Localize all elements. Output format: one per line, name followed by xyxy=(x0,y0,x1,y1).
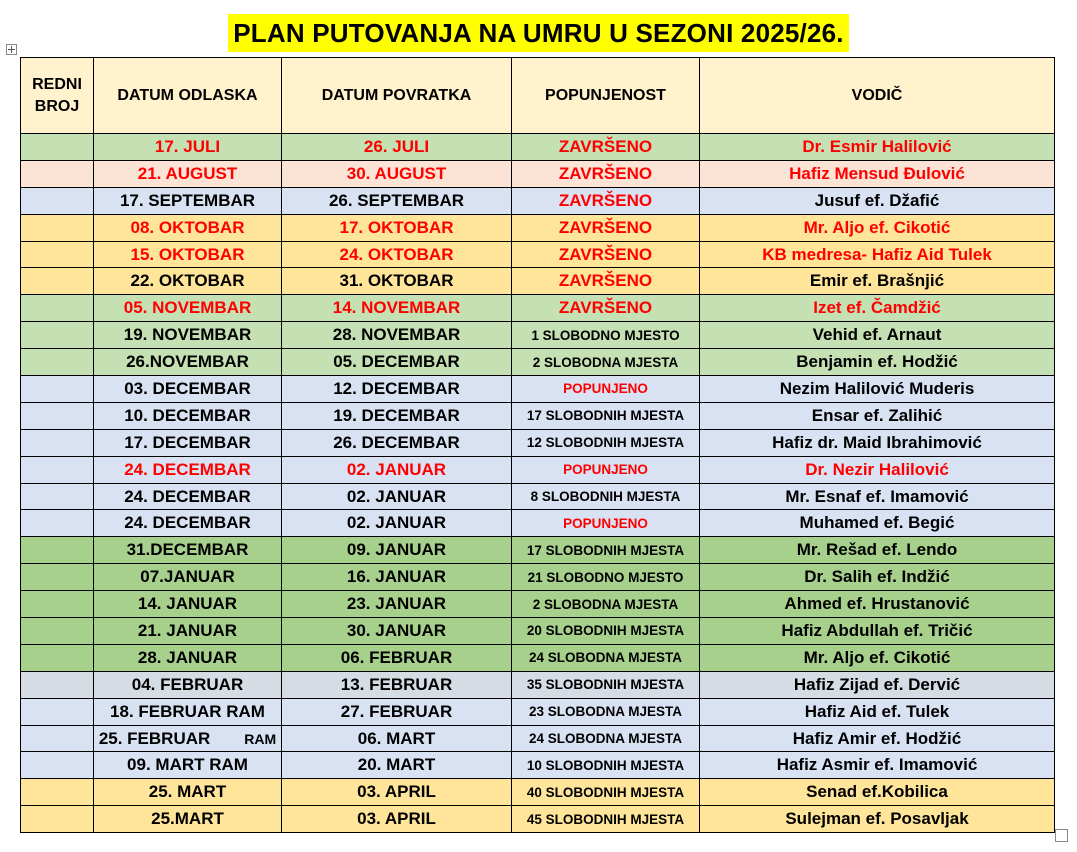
cell-vodic-text: Hafiz Zijad ef. Dervić xyxy=(793,674,961,694)
table-row xyxy=(21,349,1055,376)
cell-datum-odlaska xyxy=(94,806,282,833)
cell-vodic-text: Ensar ef. Zalihić xyxy=(811,405,943,425)
cell-popunjenost xyxy=(512,429,700,456)
cell-vodic-text: Nezim Halilović Muderis xyxy=(779,378,975,398)
cell-datum-odlaska xyxy=(94,376,282,403)
cell-popunjenost xyxy=(512,806,700,833)
cell-popunjenost-text: 35 SLOBODNIH MJESTA xyxy=(526,677,685,693)
cell-datum-odlaska-text: 10. DECEMBAR xyxy=(124,405,251,425)
cell-vodic xyxy=(700,402,1055,429)
table-move-handle-icon[interactable] xyxy=(6,44,17,55)
cell-vodic-text: Mr. Aljo ef. Cikotić xyxy=(803,217,951,237)
table-row xyxy=(21,268,1055,295)
table-row xyxy=(21,564,1055,591)
table-row xyxy=(21,671,1055,698)
cell-datum-povratka-text: 14. NOVEMBAR xyxy=(332,298,461,318)
cell-datum-odlaska-text: 09. MART RAM xyxy=(127,755,248,775)
cell-vodic xyxy=(700,537,1055,564)
cell-redni-broj xyxy=(21,187,94,214)
table-header xyxy=(21,58,1055,134)
cell-vodic xyxy=(700,564,1055,591)
cell-vodic-text: Jusuf ef. Džafić xyxy=(814,190,940,210)
cell-vodic-text: Hafiz Asmir ef. Imamović xyxy=(776,755,978,775)
cell-redni-broj xyxy=(21,591,94,618)
cell-vodic xyxy=(700,295,1055,322)
cell-popunjenost-text: 1 SLOBODNO MJESTO xyxy=(531,327,680,343)
cell-vodic xyxy=(700,268,1055,295)
cell-datum-povratka-text: 20. MART xyxy=(357,755,436,775)
table-row xyxy=(21,322,1055,349)
cell-datum-odlaska-text: 17. SEPTEMBAR xyxy=(119,190,256,210)
cell-redni-broj xyxy=(21,322,94,349)
cell-popunjenost-text: 24 SLOBODNA MJESTA xyxy=(528,731,683,747)
cell-vodic-text: Vehid ef. Arnaut xyxy=(812,325,942,345)
cell-redni-broj xyxy=(21,134,94,161)
cell-popunjenost xyxy=(512,268,700,295)
cell-popunjenost xyxy=(512,618,700,645)
table-row xyxy=(21,806,1055,833)
cell-vodic xyxy=(700,187,1055,214)
table-row xyxy=(21,376,1055,403)
cell-datum-povratka-text: 12. DECEMBAR xyxy=(333,378,460,398)
cell-datum-povratka-text: 26. JULI xyxy=(363,136,430,156)
header-row xyxy=(21,58,1055,134)
cell-vodic-text: Hafiz Aid ef. Tulek xyxy=(804,701,950,721)
cell-datum-povratka-text: 02. JANUAR xyxy=(346,486,447,506)
cell-datum-odlaska-text: 24. DECEMBAR xyxy=(124,486,251,506)
cell-datum-povratka-text: 31. OKTOBAR xyxy=(339,271,454,291)
cell-popunjenost-text: POPUNJENO xyxy=(563,381,648,397)
cell-popunjenost-text: 24 SLOBODNA MJESTA xyxy=(528,650,683,666)
cell-datum-povratka xyxy=(282,618,512,645)
cell-datum-odlaska xyxy=(94,591,282,618)
cell-popunjenost-text: 20 SLOBODNIH MJESTA xyxy=(526,623,685,639)
cell-redni-broj xyxy=(21,214,94,241)
cell-vodic xyxy=(700,644,1055,671)
cell-vodic-text: Hafiz Amir ef. Hodžić xyxy=(792,728,962,748)
cell-popunjenost-text: 12 SLOBODNIH MJESTA xyxy=(526,435,685,451)
cell-datum-povratka-text: 30. AUGUST xyxy=(346,163,447,183)
cell-redni-broj xyxy=(21,564,94,591)
cell-datum-povratka-text: 06. FEBRUAR xyxy=(340,647,453,667)
cell-datum-povratka-text: 06. MART xyxy=(357,728,436,748)
cell-popunjenost-text: ZAVRŠENO xyxy=(558,244,653,264)
cell-vodic-text: Hafiz Abdullah ef. Tričić xyxy=(781,620,973,640)
cell-redni-broj xyxy=(21,268,94,295)
cell-datum-povratka-text: 30. JANUAR xyxy=(346,620,447,640)
cell-redni-broj xyxy=(21,295,94,322)
cell-datum-povratka xyxy=(282,429,512,456)
cell-vodic xyxy=(700,510,1055,537)
cell-vodic-text: Benjamin ef. Hodžić xyxy=(796,352,958,372)
cell-datum-povratka xyxy=(282,537,512,564)
cell-datum-odlaska-text: 04. FEBRUAR xyxy=(131,674,244,694)
table-row xyxy=(21,591,1055,618)
cell-popunjenost-text: 8 SLOBODNIH MJESTA xyxy=(530,489,681,505)
cell-popunjenost xyxy=(512,671,700,698)
cell-datum-odlaska-text: 22. OKTOBAR xyxy=(130,271,245,291)
cell-vodic xyxy=(700,779,1055,806)
cell-datum-odlaska xyxy=(94,537,282,564)
cell-vodic xyxy=(700,483,1055,510)
cell-vodic-text: Hafiz Mensud Đulović xyxy=(789,163,965,183)
cell-datum-odlaska xyxy=(94,268,282,295)
cell-datum-povratka-text: 03. APRIL xyxy=(357,809,436,829)
cell-datum-povratka-text: 23. JANUAR xyxy=(346,594,447,614)
cell-popunjenost xyxy=(512,349,700,376)
cell-datum-odlaska-text: 19. NOVEMBAR xyxy=(123,325,252,345)
cell-datum-odlaska xyxy=(94,779,282,806)
cell-datum-povratka xyxy=(282,644,512,671)
cell-popunjenost xyxy=(512,725,700,752)
cell-popunjenost xyxy=(512,376,700,403)
cell-datum-povratka xyxy=(282,698,512,725)
table-row xyxy=(21,483,1055,510)
header-vodic: VODIČ xyxy=(700,58,1055,134)
cell-popunjenost-text: 17 SLOBODNIH MJESTA xyxy=(526,408,685,424)
cell-popunjenost xyxy=(512,187,700,214)
cell-datum-odlaska xyxy=(94,187,282,214)
cell-datum-odlaska xyxy=(94,564,282,591)
cell-datum-povratka xyxy=(282,134,512,161)
cell-redni-broj xyxy=(21,806,94,833)
cell-vodic-text: Emir ef. Brašnjić xyxy=(809,271,945,291)
cell-vodic-text: Dr. Salih ef. Indžić xyxy=(804,567,950,587)
cell-datum-odlaska-text: 21. AUGUST xyxy=(137,163,238,183)
cell-datum-odlaska-text: 25.MART xyxy=(151,809,224,829)
table-row xyxy=(21,160,1055,187)
cell-vodic-text: KB medresa- Hafiz Aid Tulek xyxy=(762,244,992,264)
cell-datum-povratka-text: 17. OKTOBAR xyxy=(339,217,454,237)
table-resize-handle-icon[interactable] xyxy=(1055,829,1068,842)
cell-datum-povratka-text: 05. DECEMBAR xyxy=(333,352,460,372)
cell-vodic-text: Dr. Nezir Halilović xyxy=(805,459,949,479)
cell-datum-povratka xyxy=(282,752,512,779)
cell-redni-broj xyxy=(21,429,94,456)
cell-datum-povratka xyxy=(282,214,512,241)
cell-popunjenost xyxy=(512,241,700,268)
cell-datum-odlaska xyxy=(94,322,282,349)
cell-datum-odlaska xyxy=(94,402,282,429)
cell-datum-odlaska-text: 25. FEBRUAR xyxy=(98,728,211,748)
cell-datum-odlaska-text: 28. JANUAR xyxy=(137,647,238,667)
cell-vodic xyxy=(700,214,1055,241)
header-redni-broj: REDNI BROJ xyxy=(21,58,94,134)
cell-vodic xyxy=(700,134,1055,161)
cell-datum-odlaska-text: 08. OKTOBAR xyxy=(130,217,245,237)
table-row xyxy=(21,214,1055,241)
cell-datum-povratka xyxy=(282,725,512,752)
cell-datum-povratka-text: 24. OKTOBAR xyxy=(339,244,454,264)
cell-datum-povratka xyxy=(282,483,512,510)
cell-redni-broj xyxy=(21,725,94,752)
cell-datum-odlaska xyxy=(94,349,282,376)
table-row xyxy=(21,134,1055,161)
cell-datum-odlaska-text: 17. JULI xyxy=(154,136,221,156)
cell-datum-odlaska xyxy=(94,510,282,537)
cell-datum-povratka xyxy=(282,160,512,187)
cell-redni-broj xyxy=(21,618,94,645)
cell-popunjenost xyxy=(512,537,700,564)
cell-datum-povratka-text: 27. FEBRUAR xyxy=(340,701,453,721)
cell-popunjenost-text: ZAVRŠENO xyxy=(558,163,653,183)
cell-datum-povratka xyxy=(282,187,512,214)
cell-datum-povratka xyxy=(282,564,512,591)
cell-vodic xyxy=(700,160,1055,187)
cell-datum-odlaska-text: 18. FEBRUAR RAM xyxy=(110,701,265,721)
title-container xyxy=(0,14,1077,52)
cell-popunjenost-text: ZAVRŠENO xyxy=(558,190,653,210)
cell-redni-broj xyxy=(21,402,94,429)
table-row xyxy=(21,456,1055,483)
cell-vodic xyxy=(700,241,1055,268)
cell-datum-odlaska-text: 07.JANUAR xyxy=(140,567,235,587)
table-row xyxy=(21,537,1055,564)
cell-datum-odlaska-text: 05. NOVEMBAR xyxy=(123,298,252,318)
header-datum-odlaska: DATUM ODLASKA xyxy=(94,58,282,134)
cell-redni-broj xyxy=(21,241,94,268)
cell-datum-povratka xyxy=(282,241,512,268)
cell-vodic-text: Ahmed ef. Hrustanović xyxy=(784,594,970,614)
cell-popunjenost-text: 45 SLOBODNIH MJESTA xyxy=(526,811,685,827)
cell-vodic xyxy=(700,618,1055,645)
cell-popunjenost xyxy=(512,295,700,322)
table-row xyxy=(21,644,1055,671)
cell-datum-odlaska-text: 24. DECEMBAR xyxy=(124,513,251,533)
header-datum-povratka: DATUM POVRATKA xyxy=(282,58,512,134)
cell-datum-povratka xyxy=(282,349,512,376)
cell-popunjenost-text: 2 SLOBODNA MJESTA xyxy=(532,354,679,370)
cell-redni-broj xyxy=(21,483,94,510)
cell-vodic xyxy=(700,698,1055,725)
cell-datum-povratka xyxy=(282,591,512,618)
cell-datum-odlaska-text: 15. OKTOBAR xyxy=(130,244,245,264)
cell-popunjenost xyxy=(512,779,700,806)
cell-datum-povratka xyxy=(282,295,512,322)
cell-vodic xyxy=(700,429,1055,456)
cell-popunjenost-text: 40 SLOBODNIH MJESTA xyxy=(526,784,685,800)
cell-popunjenost-text: 17 SLOBODNIH MJESTA xyxy=(526,542,685,558)
table-row xyxy=(21,752,1055,779)
cell-datum-odlaska xyxy=(94,429,282,456)
cell-redni-broj xyxy=(21,671,94,698)
cell-datum-odlaska xyxy=(94,483,282,510)
cell-popunjenost xyxy=(512,322,700,349)
cell-redni-broj xyxy=(21,752,94,779)
cell-datum-odlaska xyxy=(94,671,282,698)
cell-datum-odlaska xyxy=(94,241,282,268)
table-row xyxy=(21,187,1055,214)
cell-datum-povratka xyxy=(282,268,512,295)
cell-redni-broj xyxy=(21,510,94,537)
table-row xyxy=(21,725,1055,752)
cell-redni-broj xyxy=(21,456,94,483)
cell-datum-odlaska-text: 26.NOVEMBAR xyxy=(126,352,249,372)
cell-datum-povratka xyxy=(282,806,512,833)
cell-vodic-text: Muhamed ef. Begić xyxy=(799,513,955,533)
cell-datum-odlaska xyxy=(94,644,282,671)
cell-datum-povratka xyxy=(282,322,512,349)
cell-vodic-text: Sulejman ef. Posavljak xyxy=(785,809,969,829)
cell-datum-povratka xyxy=(282,402,512,429)
cell-vodic-text: Senad ef.Kobilica xyxy=(806,782,948,802)
cell-datum-odlaska-text: 25. MART xyxy=(148,782,227,802)
cell-popunjenost xyxy=(512,160,700,187)
cell-datum-odlaska xyxy=(94,725,282,752)
cell-popunjenost xyxy=(512,134,700,161)
cell-redni-broj xyxy=(21,349,94,376)
cell-datum-povratka xyxy=(282,456,512,483)
cell-vodic xyxy=(700,456,1055,483)
cell-vodic xyxy=(700,376,1055,403)
cell-datum-odlaska xyxy=(94,214,282,241)
table-body xyxy=(21,134,1055,833)
cell-redni-broj xyxy=(21,779,94,806)
cell-datum-odlaska-text: 24. DECEMBAR xyxy=(124,459,251,479)
cell-vodic xyxy=(700,806,1055,833)
cell-redni-broj xyxy=(21,376,94,403)
cell-popunjenost-text: 21 SLOBODNO MJESTO xyxy=(527,569,684,585)
cell-datum-odlaska-text: 14. JANUAR xyxy=(137,594,238,614)
cell-popunjenost xyxy=(512,644,700,671)
cell-datum-povratka-text: 28. NOVEMBAR xyxy=(332,325,461,345)
cell-vodic xyxy=(700,725,1055,752)
cell-popunjenost xyxy=(512,402,700,429)
cell-datum-odlaska xyxy=(94,698,282,725)
table-row xyxy=(21,779,1055,806)
cell-vodic-text: Mr. Aljo ef. Cikotić xyxy=(803,647,951,667)
cell-redni-broj xyxy=(21,537,94,564)
table-row xyxy=(21,510,1055,537)
cell-datum-odlaska xyxy=(94,160,282,187)
cell-popunjenost xyxy=(512,698,700,725)
cell-redni-broj xyxy=(21,644,94,671)
table-row xyxy=(21,429,1055,456)
cell-popunjenost xyxy=(512,510,700,537)
cell-popunjenost-text: ZAVRŠENO xyxy=(558,217,653,237)
cell-datum-odlaska xyxy=(94,752,282,779)
cell-datum-povratka-text: 02. JANUAR xyxy=(346,459,447,479)
document-title: PLAN PUTOVANJA NA UMRU U SEZONI 2025/26. xyxy=(228,14,848,52)
cell-vodic xyxy=(700,591,1055,618)
table-row xyxy=(21,402,1055,429)
cell-datum-povratka xyxy=(282,510,512,537)
cell-vodic xyxy=(700,322,1055,349)
cell-vodic-text: Mr. Esnaf ef. Imamović xyxy=(785,486,969,506)
travel-plan-table xyxy=(20,57,1055,833)
cell-vodic xyxy=(700,349,1055,376)
table-row xyxy=(21,698,1055,725)
cell-datum-odlaska xyxy=(94,456,282,483)
cell-popunjenost-text: 23 SLOBODNA MJESTA xyxy=(528,704,683,720)
cell-datum-odlaska-text: 17. DECEMBAR xyxy=(124,432,251,452)
cell-vodic-text: Izet ef. Čamdžić xyxy=(813,298,941,318)
cell-popunjenost-text: ZAVRŠENO xyxy=(558,298,653,318)
cell-popunjenost xyxy=(512,591,700,618)
cell-popunjenost-text: ZAVRŠENO xyxy=(558,271,653,291)
cell-datum-povratka-text: 26. SEPTEMBAR xyxy=(328,190,465,210)
cell-vodic xyxy=(700,671,1055,698)
cell-vodic-text: Hafiz dr. Maid Ibrahimović xyxy=(772,432,982,452)
cell-datum-povratka-text: 13. FEBRUAR xyxy=(340,674,453,694)
cell-datum-povratka xyxy=(282,671,512,698)
cell-popunjenost xyxy=(512,752,700,779)
cell-datum-povratka-text: 09. JANUAR xyxy=(346,540,447,560)
header-popunjenost: POPUNJENOST xyxy=(512,58,700,134)
cell-datum-odlaska-note: RAM xyxy=(244,730,277,747)
cell-datum-odlaska xyxy=(94,134,282,161)
cell-popunjenost-text: 2 SLOBODNA MJESTA xyxy=(532,596,679,612)
cell-popunjenost-text: ZAVRŠENO xyxy=(558,136,653,156)
cell-datum-povratka-text: 16. JANUAR xyxy=(346,567,447,587)
cell-datum-povratka-text: 19. DECEMBAR xyxy=(333,405,460,425)
table-row xyxy=(21,241,1055,268)
cell-popunjenost-text: 10 SLOBODNIH MJESTA xyxy=(526,757,685,773)
cell-popunjenost xyxy=(512,483,700,510)
table-row xyxy=(21,295,1055,322)
cell-datum-odlaska xyxy=(94,295,282,322)
cell-popunjenost xyxy=(512,564,700,591)
cell-popunjenost xyxy=(512,456,700,483)
table-row xyxy=(21,618,1055,645)
cell-datum-povratka xyxy=(282,779,512,806)
cell-datum-odlaska-text: 21. JANUAR xyxy=(137,620,238,640)
cell-popunjenost-text: POPUNJENO xyxy=(563,462,648,478)
cell-popunjenost-text: POPUNJENO xyxy=(563,515,648,531)
cell-vodic-text: Dr. Esmir Halilović xyxy=(802,136,952,156)
cell-redni-broj xyxy=(21,698,94,725)
cell-vodic-text: Mr. Rešad ef. Lendo xyxy=(796,540,958,560)
cell-vodic xyxy=(700,752,1055,779)
cell-datum-odlaska-text: 31.DECEMBAR xyxy=(126,540,249,560)
cell-datum-odlaska xyxy=(94,618,282,645)
cell-datum-povratka-text: 03. APRIL xyxy=(357,782,436,802)
cell-datum-povratka xyxy=(282,376,512,403)
cell-popunjenost xyxy=(512,214,700,241)
cell-redni-broj xyxy=(21,160,94,187)
cell-datum-odlaska-text: 03. DECEMBAR xyxy=(124,378,251,398)
cell-datum-povratka-text: 26. DECEMBAR xyxy=(333,432,460,452)
cell-datum-povratka-text: 02. JANUAR xyxy=(346,513,447,533)
